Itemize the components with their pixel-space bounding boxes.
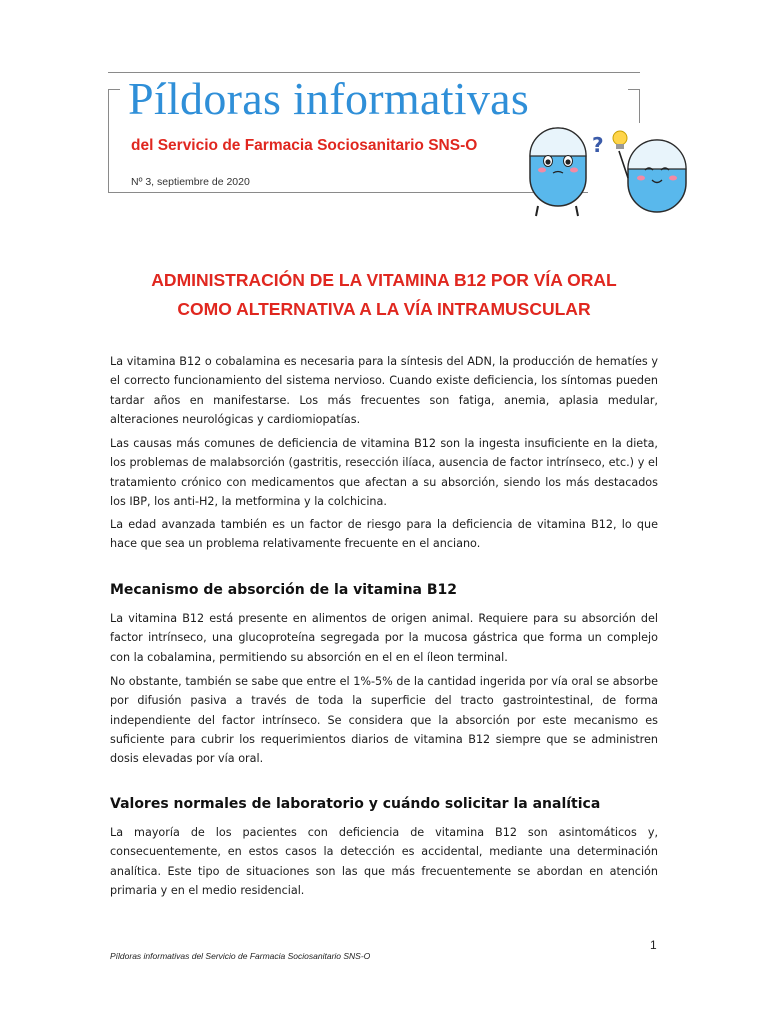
lightbulb-icon xyxy=(613,131,627,149)
section-heading-lab-values: Valores normales de laboratorio y cuándo solicitar la analítica xyxy=(110,796,601,812)
intro-paragraph-2: Las causas más comunes de deficiencia de vitamina B12 son la ingesta insuficiente en la dieta, los problemas de malabsorción (gastritis, resección ilíaca, ausencia de factor intrínseco, etc.) y el tratamiento crónico con medicamentos que afectan a su absorción, siendo los más destacados los IBP, los anti-H2, la metformina y la colchicina. xyxy=(110,437,658,508)
thinking-pill-icon xyxy=(530,128,604,216)
absorption-paragraph-2: No obstante, también se sabe que entre el 1%-5% de la cantidad ingerida por vía oral se absorbe por difusión pasiva a través de toda la superficie del tracto gastrointestinal, de forma independiente del factor intrínseco. Se considera que la absorción por este mecanismo es suficiente para cubrir los requerimientos diarios de vitamina B12 siempre que se administren dosis elevadas por vía oral. xyxy=(110,675,658,766)
title-line-1: ADMINISTRACIÓN DE LA VITAMINA B12 POR VÍA ORAL xyxy=(151,270,617,290)
lab-values-paragraph-1: La mayoría de los pacientes con deficiencia de vitamina B12 son asintomáticos y, consecuentemente, en estos casos la detección es accidental, mediante una determinación analítica. Este tipo de situaciones son las que más frecuentemente se abordan en atención primaria y en el medio residencial. xyxy=(110,826,658,897)
happy-pill-icon xyxy=(619,140,686,212)
section-heading-absorption: Mecanismo de absorción de la vitamina B12 xyxy=(110,582,458,598)
brand-subtitle: del Servicio de Farmacia Sociosanitario SNS-O xyxy=(131,137,478,154)
page-number: 1 xyxy=(650,938,657,952)
title-line-2: COMO ALTERNATIVA A LA VÍA INTRAMUSCULAR xyxy=(177,299,591,319)
page-footer: Píldoras informativas del Servicio de Farmacia Sociosanitario SNS-O xyxy=(110,951,371,961)
pill-mascots-illustration xyxy=(508,118,698,218)
question-mark-text: ? xyxy=(592,133,604,157)
document-title xyxy=(80,266,688,324)
intro-paragraph-3: La edad avanzada también es un factor de riesgo para la deficiencia de vitamina B12, lo que hace que sea un problema relativamente frecuente en el anciano. xyxy=(110,518,658,551)
brand-title: Píldoras informativas xyxy=(128,73,530,124)
intro-paragraph-1: La vitamina B12 o cobalamina es necesaria para la síntesis del ADN, la producción de hematíes y el correcto funcionamiento del sistema nervioso. Cuando existe deficiencia, los síntomas pueden tardar años en manifestarse. Los más frecuentes son fatiga, anemia, aplasia medular, alteraciones neurológicas y cardiomiopatías. xyxy=(110,355,658,426)
absorption-paragraph-1: La vitamina B12 está presente en alimentos de origen animal. Requiere para su absorción del factor intrínseco, una glucoproteína segregada por la mucosa gástrica que forma un complejo con la cobalamina, permitiendo su absorción en el en el íleon terminal. xyxy=(110,612,658,664)
issue-date: Nº 3, septiembre de 2020 xyxy=(131,176,250,188)
